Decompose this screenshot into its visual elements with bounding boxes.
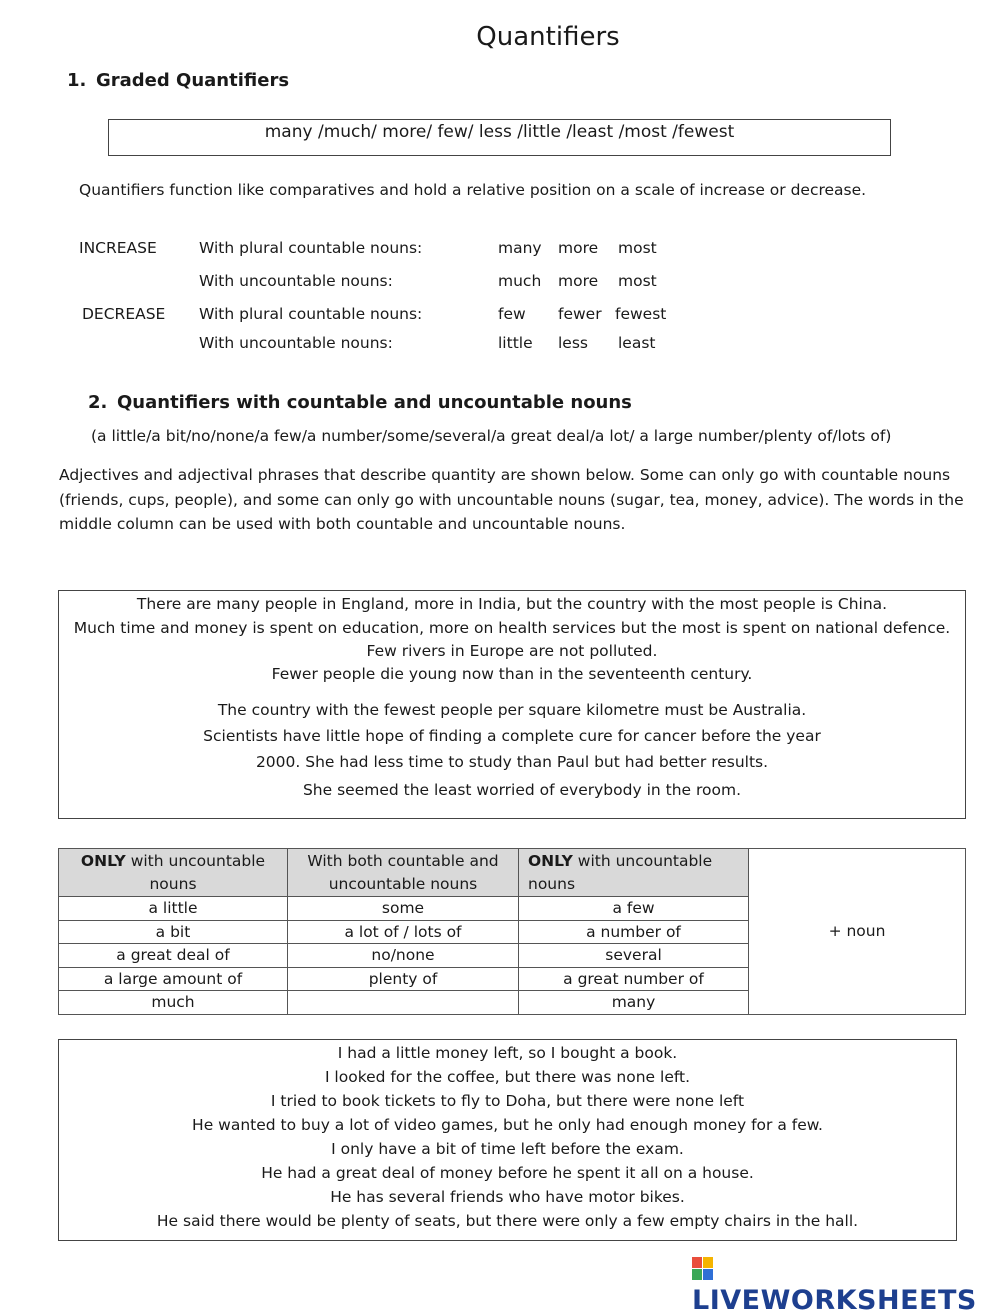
scale-word: more	[558, 272, 599, 290]
scale-noun-type: With plural countable nouns:	[199, 239, 423, 257]
table-cell: no/none	[288, 944, 519, 968]
intro-line: middle column can be used with both countable and uncountable nouns.	[59, 515, 626, 533]
example-sentence: The country with the fewest people per square kilometre must be Australia.	[217, 701, 807, 719]
table-cell: a great deal of	[59, 944, 288, 968]
example-sentence: He said there would be plenty of seats, but there were only a few empty chairs in the hall.	[156, 1212, 859, 1230]
example-sentence: I only have a bit of time left before the exam.	[331, 1140, 684, 1158]
header-cell	[519, 849, 749, 897]
example-sentence: 2000. She had less time to study than Paul but had better results.	[255, 753, 769, 771]
table-cell: a lot of / lots of	[288, 920, 519, 944]
example-sentence: He wanted to buy a lot of video games, but he only had enough money for a few.	[192, 1116, 823, 1134]
table-cell: some	[288, 897, 519, 921]
section1-description: Quantifiers function like comparatives and hold a relative position on a scale of increase or decrease.	[79, 181, 867, 199]
table-cell: a great number of	[519, 967, 749, 991]
section1-number: 1.	[67, 70, 87, 91]
table-cell: several	[519, 944, 749, 968]
scale-word: more	[558, 239, 599, 257]
example-sentence: He has several friends who have motor bikes.	[330, 1188, 685, 1206]
scale-label: DECREASE	[82, 305, 166, 323]
noun-label-cell: + noun	[749, 849, 966, 1015]
quantifier-word-box: many /much/ more/ few/ less /little /least /most /fewest	[108, 119, 891, 156]
intro-line: Adjectives and adjectival phrases that describe quantity are shown below. Some can only go with countable nouns	[59, 466, 951, 484]
scale-label: INCREASE	[79, 239, 157, 257]
scale-word: much	[498, 272, 542, 290]
example-sentence: I tried to book tickets to fly to Doha, but there were none left	[270, 1092, 745, 1110]
header-emphasis: ONLY	[80, 852, 126, 870]
examples-box-comparatives	[58, 590, 966, 819]
intro-line: (friends, cups, people), and some can only go with uncountable nouns (sugar, tea, money, advice). The words in the	[59, 490, 964, 509]
scale-word: least	[618, 334, 656, 352]
example-sentence: There are many people in England, more in India, but the country with the most people is China.	[136, 595, 888, 613]
scale-word: less	[558, 334, 588, 352]
table-cell: many	[519, 991, 749, 1015]
example-sentence: Much time and money is spent on education, more on health services but the most is spent on national defence.	[73, 619, 951, 637]
brand-name: LIVEWORKSHEETS	[692, 1285, 977, 1316]
header-text: with uncountable nouns	[528, 852, 713, 893]
scale-word: little	[498, 334, 533, 352]
scale-word: most	[618, 239, 657, 257]
example-sentence: I looked for the coffee, but there was none left.	[324, 1068, 691, 1086]
example-sentence: He had a great deal of money before he spent it all on a house.	[261, 1164, 754, 1182]
example-sentence: She seemed the least worried of everybody in the room.	[302, 781, 742, 799]
table-cell: a large amount of	[59, 967, 288, 991]
scale-word: most	[618, 272, 657, 290]
header-cell: With both countable and uncountable nouns	[288, 849, 519, 897]
example-sentence: Fewer people die young now than in the seventeenth century.	[271, 665, 753, 683]
table-header-row	[59, 849, 966, 897]
scale-word: many	[498, 239, 542, 257]
page-title: Quantifiers	[476, 22, 620, 52]
examples-box-quantifiers	[58, 1039, 957, 1241]
quantifier-table	[58, 848, 966, 1015]
scale-word: fewer	[558, 305, 602, 323]
scale-noun-type: With plural countable nouns:	[199, 305, 423, 323]
section2-quantifier-list: (a little/a bit/no/none/a few/a number/some/several/a great deal/a lot/ a large number/plenty of/lots of)	[91, 427, 892, 445]
header-emphasis: ONLY	[528, 852, 573, 870]
section2-intro	[59, 463, 979, 537]
example-sentence: Scientists have little hope of finding a complete cure for cancer before the year	[203, 727, 821, 745]
liveworksheets-logo-icon	[692, 1257, 714, 1281]
example-sentence: I had a little money left, so I bought a book.	[337, 1044, 678, 1062]
liveworksheets-logo	[692, 1254, 1000, 1316]
scale-word: few	[498, 305, 526, 323]
scale-noun-type: With uncountable nouns:	[199, 272, 393, 290]
scale-noun-type: With uncountable nouns:	[199, 334, 393, 352]
table-cell: a few	[519, 897, 749, 921]
section1-heading	[67, 70, 289, 91]
table-cell	[288, 991, 519, 1015]
header-text: with uncountable nouns	[130, 852, 266, 893]
header-cell	[59, 849, 288, 897]
table-cell: a little	[59, 897, 288, 921]
section2-heading	[88, 392, 632, 413]
section2-number: 2.	[88, 392, 108, 413]
table-cell: plenty of	[288, 967, 519, 991]
table-cell: a number of	[519, 920, 749, 944]
table-cell: much	[59, 991, 288, 1015]
scale-word: fewest	[615, 305, 667, 323]
section2-title: Quantifiers with countable and uncountable nouns	[117, 392, 632, 413]
example-sentence: Few rivers in Europe are not polluted.	[366, 642, 658, 660]
section1-title: Graded Quantifiers	[96, 70, 290, 91]
table-cell: a bit	[59, 920, 288, 944]
